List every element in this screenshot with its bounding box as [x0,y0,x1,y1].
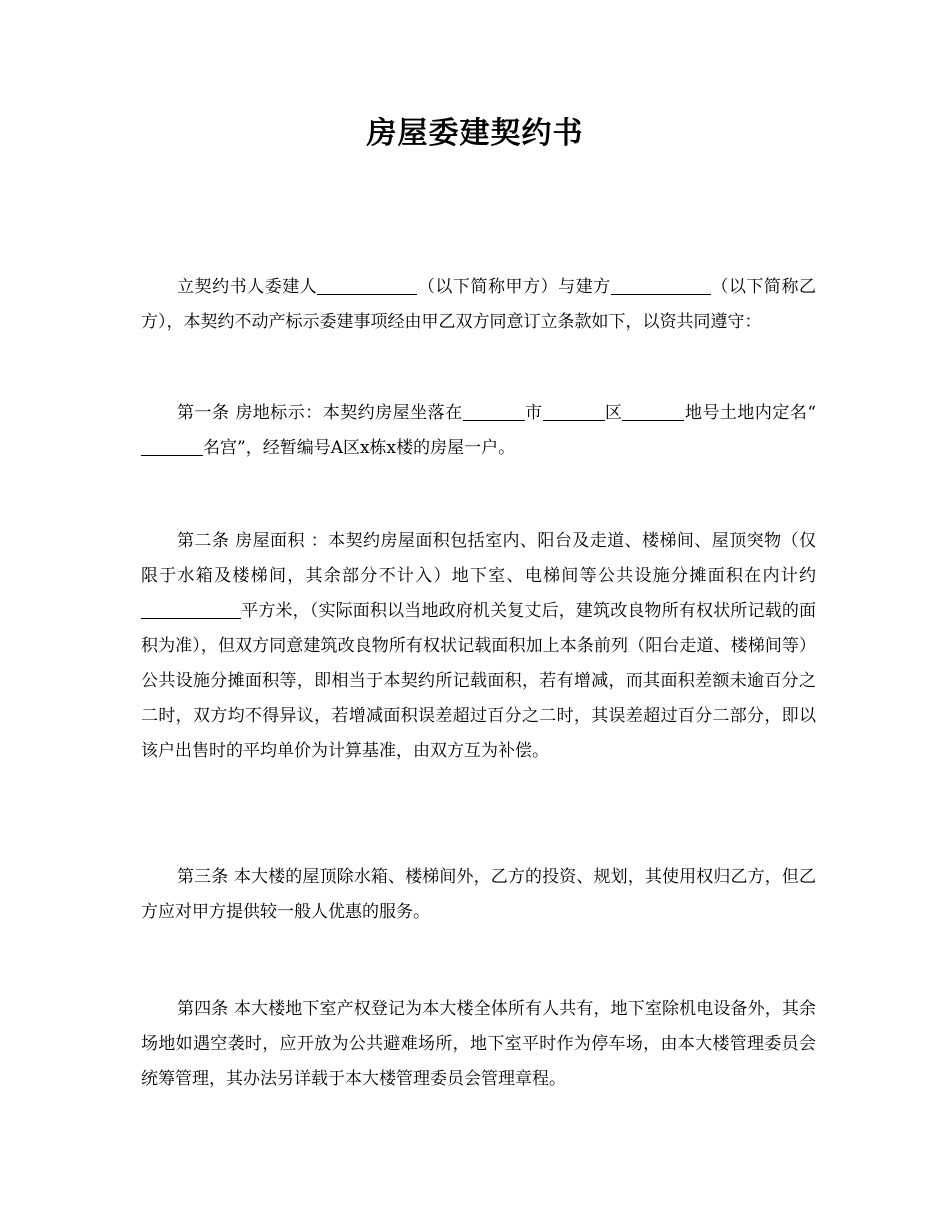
article-2-text-2: 平方米，（实际面积以当地政府机关复丈后，建筑改良物所有权状所记载的面积为准），但双方同意建筑改良物所有权状记载面积加上本条前列（阳台走道、楼梯间等）公共设施分摊面积等，即相当于本契约所记载面积，若有增减，而其面积差额未逾百分之二时，双方均不得异议，若增减面积误差超过百分之二时，其误差超过百分二部分，即以该户出售时的平均单价为计算基准，由双方互为补偿。 [141,601,816,761]
city-blank[interactable] [463,402,525,421]
building-name-blank[interactable] [141,437,203,456]
document-title: 房屋委建契约书 [366,116,584,151]
article-4-paragraph: 第四条 本大楼地下室产权登记为本大楼全体所有人共有，地下室除机电设备外，其余场地如遇空袭时，应开放为公共避难场所，地下室平时作为停车场，由本大楼管理委员会统筹管理，其办法另详载于本大楼管理委员会管理章程。 [141,999,816,1089]
article-1-text-1: 第一条 房地标示：本契约房屋坐落在 [177,403,463,423]
article-1-text-3: 区 [604,403,623,423]
article-2-paragraph [141,524,816,769]
district-blank[interactable] [543,402,605,421]
article-1-text-5: 名宫”，经暂编号A区x栋x楼的房屋一户。 [203,438,516,458]
client-name-blank[interactable] [317,276,417,295]
area-blank[interactable] [141,600,241,619]
article-3-paragraph: 第三条 本大楼的屋顶除水箱、楼梯间外，乙方的投资、规划，其使用权归乙方，但乙方应对甲方提供较一般人优惠的服务。 [141,867,816,922]
article-1-text-2: 市 [524,403,543,423]
preamble-text-3: （以下简称乙方），本契约不动产标示委建事项经由甲乙双方同意订立条款如下，以资共同遵守： [141,277,817,332]
preamble-text-1: 立契约书人委建人 [177,277,318,297]
preamble-paragraph [141,270,816,340]
article-1-text-4: 地号土地内定名“ [684,403,817,423]
article-2-text-1: 第二条 房屋面积 ：本契约房屋面积包括室内、阳台及走道、楼梯间、屋顶突物（仅限于水箱及楼梯间，其余部分不计入）地下室、电梯间等公共设施分摊面积在内计约 [141,531,816,586]
preamble-text-2: （以下简称甲方）与建方 [417,277,611,297]
builder-name-blank[interactable] [611,276,711,295]
article-1-paragraph [141,396,816,466]
lot-number-blank[interactable] [622,402,684,421]
